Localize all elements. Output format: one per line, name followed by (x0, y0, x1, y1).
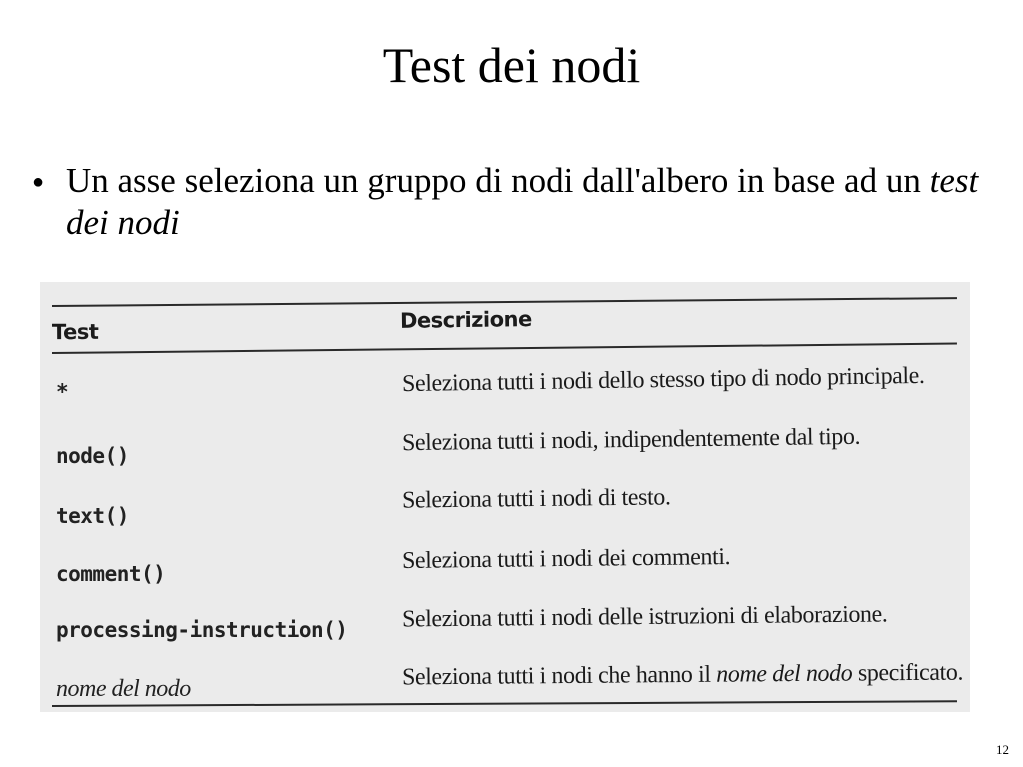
bullet-dot-icon: ● (32, 171, 45, 193)
table-row-test-cell: * (56, 380, 69, 404)
table-row-description-cell: Seleziona tutti i nodi dei commenti. (401, 543, 731, 575)
description-plain-end: specificato. (852, 659, 964, 687)
table-row-test-cell: text() (56, 504, 129, 528)
slide-title: Test dei nodi (382, 37, 641, 93)
table-top-rule (52, 297, 957, 307)
bullet-text (66, 160, 986, 244)
description-plain: Seleziona tutti i nodi che hanno il (401, 661, 717, 691)
table-row-test-cell: node() (56, 444, 129, 468)
bullet-text-italic: test dei nodi (66, 161, 979, 242)
table-row-test-cell: nome del nodo (56, 676, 191, 702)
bullet-text-plain: Un asse seleziona un gruppo di nodi dall'albero in base ad un (66, 161, 930, 200)
table-row-description-cell: Seleziona tutti i nodi di testo. (401, 484, 671, 514)
table-row-description-cell: Seleziona tutti i nodi dello stesso tipo di nodo principale. (401, 362, 925, 398)
column-header-test: Test (51, 319, 99, 345)
table-row-description-cell: Seleziona tutti i nodi delle istruzioni di elaborazione. (401, 601, 888, 633)
description-italic: nome del nodo (716, 660, 853, 688)
scanned-table (40, 282, 970, 712)
page-number: 12 (996, 742, 1009, 757)
bullet-item (30, 160, 990, 244)
table-row-test-cell: processing-instruction() (56, 618, 348, 642)
table-row-description-cell (402, 660, 963, 692)
column-header-description: Descrizione (399, 307, 532, 333)
table-row-test-cell: comment() (56, 562, 166, 586)
table-row-description-cell: Seleziona tutti i nodi, indipendentemente dal tipo. (401, 423, 861, 457)
table-header-rule (52, 343, 957, 354)
